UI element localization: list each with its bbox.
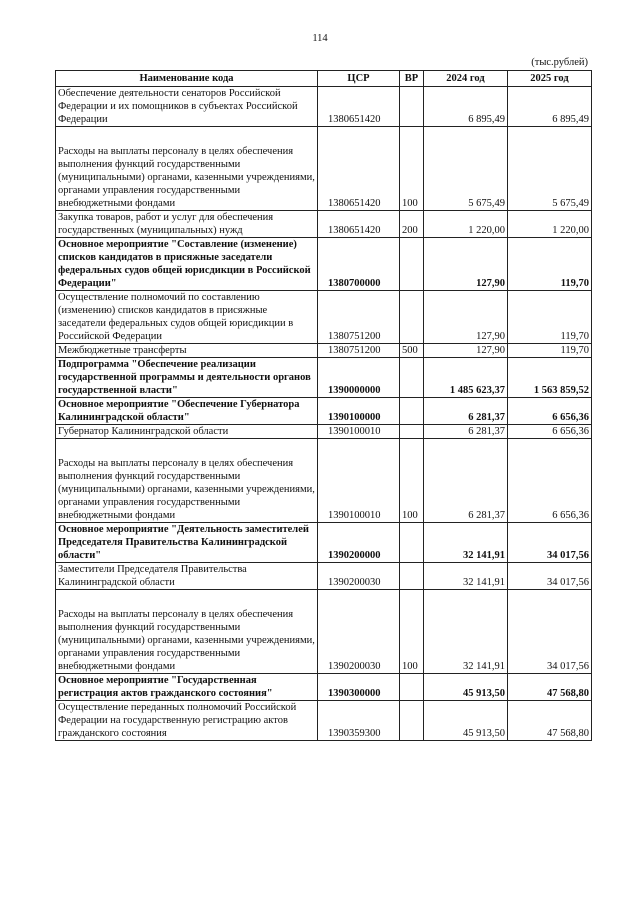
cell-csr: 1390100000 <box>318 398 400 425</box>
table-row <box>56 439 592 523</box>
table-row <box>56 87 592 127</box>
cell-2025: 34 017,56 <box>508 563 592 590</box>
cell-2024: 6 895,49 <box>424 87 508 127</box>
budget-table <box>55 70 592 741</box>
cell-vr <box>400 674 424 701</box>
header-name: Наименование кода <box>56 71 318 87</box>
cell-name: Расходы на выплаты персоналу в целях обеспечения выполнения функций государственными (муниципальными) органами, казенными учреждениями, органами управления государственными внебюджетными фондами <box>56 127 318 211</box>
cell-2024: 127,90 <box>424 344 508 358</box>
header-2025: 2025 год <box>508 71 592 87</box>
cell-2024: 5 675,49 <box>424 127 508 211</box>
cell-2025: 34 017,56 <box>508 590 592 674</box>
cell-vr <box>400 701 424 741</box>
cell-2024: 6 281,37 <box>424 439 508 523</box>
cell-2024: 127,90 <box>424 238 508 291</box>
table-row <box>56 701 592 741</box>
table-row <box>56 674 592 701</box>
cell-vr <box>400 291 424 344</box>
cell-csr: 1390200030 <box>318 563 400 590</box>
cell-vr: 200 <box>400 211 424 238</box>
cell-2024: 6 281,37 <box>424 398 508 425</box>
cell-vr: 100 <box>400 439 424 523</box>
cell-2024: 45 913,50 <box>424 674 508 701</box>
cell-name: Основное мероприятие "Государственная регистрация актов гражданского состояния" <box>56 674 318 701</box>
cell-name: Основное мероприятие "Составление (изменение) списков кандидатов в присяжные заседатели федеральных судов общей юрисдикции в Российской Федерации" <box>56 238 318 291</box>
cell-csr: 1390200000 <box>318 523 400 563</box>
header-2024: 2024 год <box>424 71 508 87</box>
cell-vr: 100 <box>400 590 424 674</box>
page-number: 114 <box>312 33 328 44</box>
header-csr: ЦСР <box>318 71 400 87</box>
cell-name: Обеспечение деятельности сенаторов Российской Федерации и их помощников в субъектах Российской Федерации <box>56 87 318 127</box>
cell-2025: 6 656,36 <box>508 398 592 425</box>
table-row <box>56 590 592 674</box>
table-header-row <box>56 71 592 87</box>
table-row <box>56 425 592 439</box>
table-row <box>56 563 592 590</box>
cell-2024: 32 141,91 <box>424 590 508 674</box>
cell-2025: 47 568,80 <box>508 701 592 741</box>
cell-2025: 47 568,80 <box>508 674 592 701</box>
header-vr: ВР <box>400 71 424 87</box>
cell-name: Межбюджетные трансферты <box>56 344 318 358</box>
cell-csr: 1390100010 <box>318 425 400 439</box>
cell-name: Осуществление полномочий по составлению (изменению) списков кандидатов в присяжные заседатели федеральных судов общей юрисдикции в Российской Федерации <box>56 291 318 344</box>
cell-2025: 1 563 859,52 <box>508 358 592 398</box>
cell-vr <box>400 358 424 398</box>
cell-2024: 1 220,00 <box>424 211 508 238</box>
cell-csr: 1380700000 <box>318 238 400 291</box>
cell-name: Осуществление переданных полномочий Российской Федерации на государственную регистрацию актов гражданского состояния <box>56 701 318 741</box>
cell-csr: 1390359300 <box>318 701 400 741</box>
cell-2025: 6 656,36 <box>508 425 592 439</box>
cell-2025: 119,70 <box>508 344 592 358</box>
cell-vr <box>400 87 424 127</box>
table-row <box>56 211 592 238</box>
cell-csr: 1380751200 <box>318 344 400 358</box>
cell-2025: 119,70 <box>508 238 592 291</box>
table-body <box>56 87 592 741</box>
cell-csr: 1380651420 <box>318 127 400 211</box>
cell-csr: 1380651420 <box>318 211 400 238</box>
cell-2024: 45 913,50 <box>424 701 508 741</box>
table-row <box>56 291 592 344</box>
cell-2024: 1 485 623,37 <box>424 358 508 398</box>
cell-vr: 100 <box>400 127 424 211</box>
cell-csr: 1390100010 <box>318 439 400 523</box>
cell-name: Основное мероприятие "Деятельность заместителей Председателя Правительства Калининградской области" <box>56 523 318 563</box>
table-row <box>56 127 592 211</box>
cell-2025: 5 675,49 <box>508 127 592 211</box>
cell-2024: 127,90 <box>424 291 508 344</box>
cell-name: Подпрограмма "Обеспечение реализации государственной программы и деятельности органов государственной власти" <box>56 358 318 398</box>
cell-csr: 1390300000 <box>318 674 400 701</box>
cell-name: Закупка товаров, работ и услуг для обеспечения государственных (муниципальных) нужд <box>56 211 318 238</box>
table-row <box>56 398 592 425</box>
table-row <box>56 358 592 398</box>
units-label: (тыс.рублей) <box>531 57 588 68</box>
cell-csr: 1390200030 <box>318 590 400 674</box>
table-row <box>56 238 592 291</box>
cell-name: Губернатор Калининградской области <box>56 425 318 439</box>
cell-name: Расходы на выплаты персоналу в целях обеспечения выполнения функций государственными (муниципальными) органами, казенными учреждениями, органами управления государственными внебюджетными фондами <box>56 439 318 523</box>
cell-2024: 32 141,91 <box>424 563 508 590</box>
table-row <box>56 523 592 563</box>
cell-name: Заместители Председателя Правительства Калининградской области <box>56 563 318 590</box>
cell-2025: 6 895,49 <box>508 87 592 127</box>
cell-2024: 32 141,91 <box>424 523 508 563</box>
cell-2025: 119,70 <box>508 291 592 344</box>
cell-vr <box>400 238 424 291</box>
cell-vr <box>400 425 424 439</box>
cell-name: Расходы на выплаты персоналу в целях обеспечения выполнения функций государственными (муниципальными) органами, казенными учреждениями, органами управления государственными внебюджетными фондами <box>56 590 318 674</box>
cell-vr <box>400 523 424 563</box>
cell-vr: 500 <box>400 344 424 358</box>
cell-2025: 34 017,56 <box>508 523 592 563</box>
table-row <box>56 344 592 358</box>
cell-name: Основное мероприятие "Обеспечение Губернатора Калининградской области" <box>56 398 318 425</box>
cell-vr <box>400 398 424 425</box>
cell-csr: 1380651420 <box>318 87 400 127</box>
cell-2025: 6 656,36 <box>508 439 592 523</box>
cell-2025: 1 220,00 <box>508 211 592 238</box>
cell-csr: 1380751200 <box>318 291 400 344</box>
cell-csr: 1390000000 <box>318 358 400 398</box>
cell-2024: 6 281,37 <box>424 425 508 439</box>
cell-vr <box>400 563 424 590</box>
